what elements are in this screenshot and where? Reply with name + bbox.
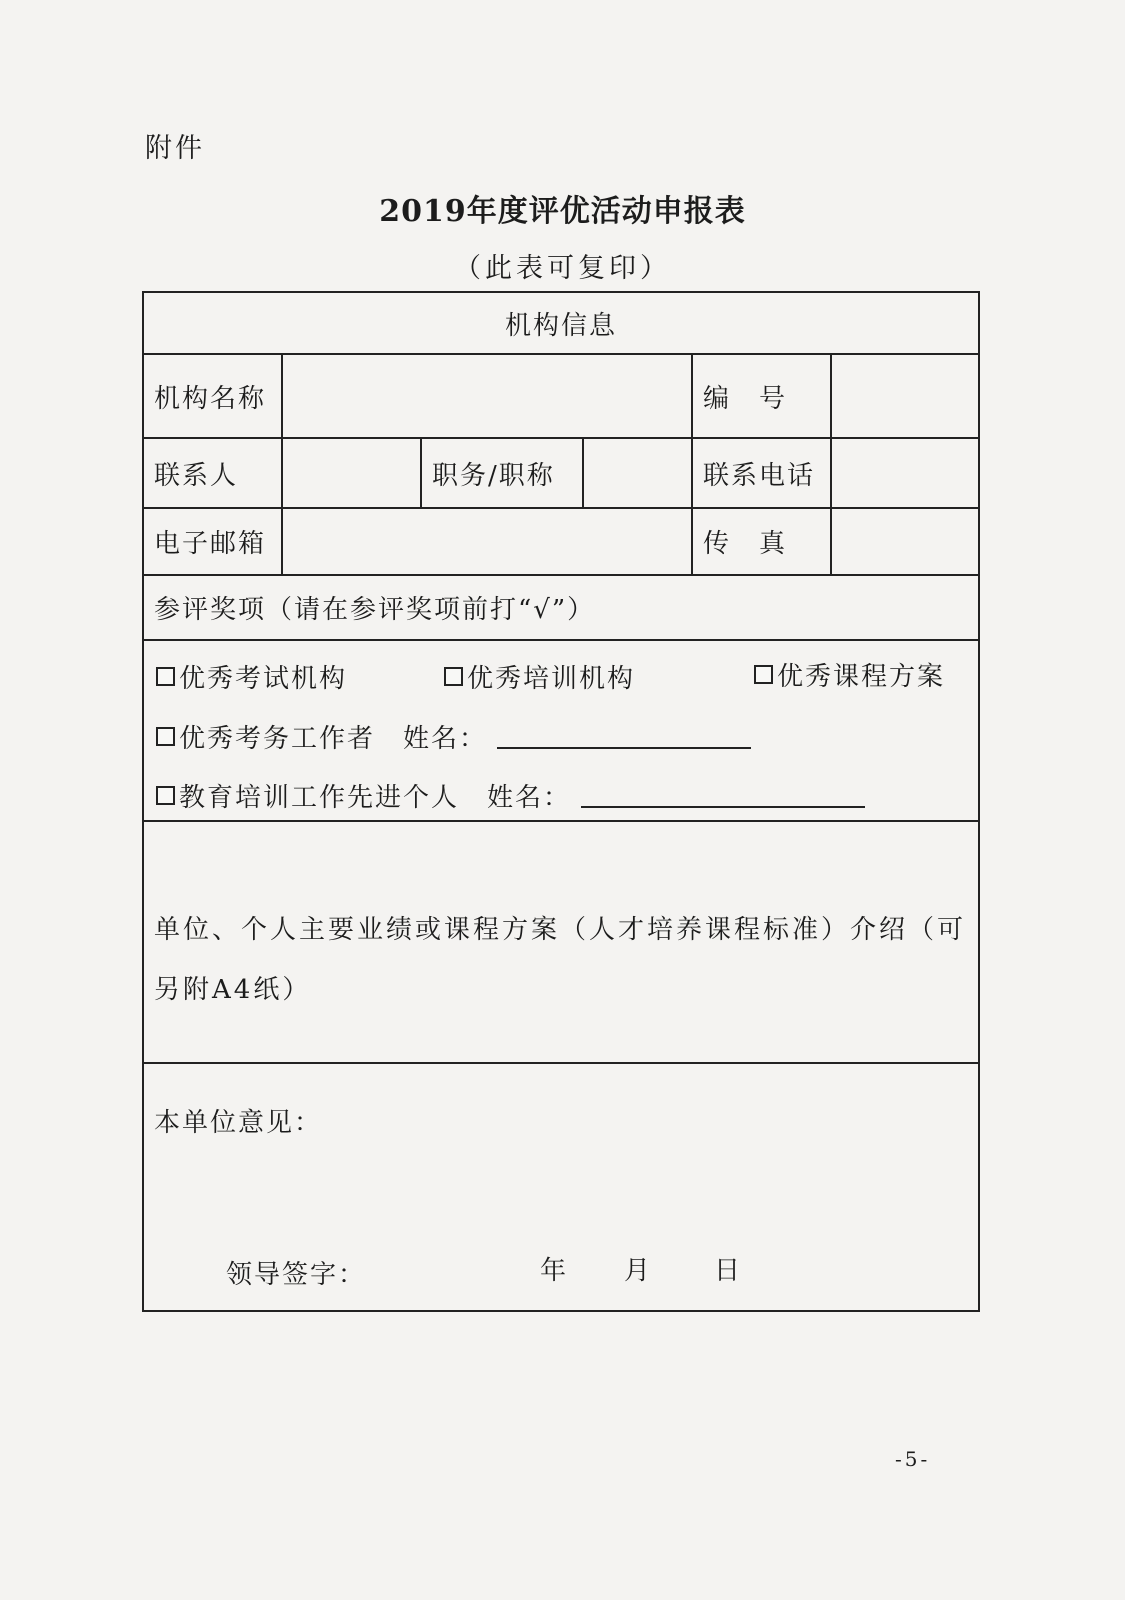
signature-label: 领导签字： — [226, 1260, 367, 1290]
awards-header-row — [144, 576, 978, 641]
exam-worker-name-label: 姓名： — [403, 724, 488, 754]
position-field[interactable] — [584, 439, 693, 507]
number-label — [693, 355, 832, 437]
award-exam-worker[interactable] — [156, 718, 751, 755]
training-org-checkbox[interactable] — [444, 667, 463, 686]
contact-row — [144, 439, 978, 509]
awards-row — [144, 641, 978, 822]
attachment-label: 附件 — [145, 133, 205, 164]
fax-label: 传 真 — [693, 509, 832, 574]
page-number: -5- — [895, 1447, 931, 1471]
position-label: 职务/职称 — [422, 439, 584, 507]
date-year-label: 年 — [540, 1256, 567, 1286]
number-label-text: 编 号 — [703, 383, 788, 414]
course-plan-label: 优秀课程方案 — [777, 662, 946, 692]
advanced-person-name-field[interactable] — [581, 784, 865, 808]
award-advanced-person[interactable] — [156, 777, 865, 814]
phone-field[interactable] — [832, 439, 978, 507]
org-info-header-row — [144, 293, 978, 355]
org-name-field[interactable] — [283, 355, 693, 437]
org-info-header: 机构信息 — [504, 310, 617, 341]
date-month-label: 月 — [624, 1256, 651, 1286]
course-plan-checkbox[interactable] — [754, 665, 773, 684]
email-label: 电子邮箱 — [144, 509, 283, 574]
contact-label: 联系人 — [144, 439, 283, 507]
advanced-person-name-label: 姓名： — [487, 783, 572, 813]
award-training-org[interactable] — [444, 658, 635, 695]
intro-row[interactable] — [144, 822, 978, 1064]
number-field[interactable] — [832, 355, 978, 437]
email-field[interactable] — [283, 509, 693, 574]
awards-header: 参评奖项（请在参评奖项前打“√”） — [154, 595, 596, 625]
advanced-person-checkbox[interactable] — [156, 786, 175, 805]
intro-text: 单位、个人主要业绩或课程方案（人才培养课程标准）介绍（可另附A4纸） — [154, 915, 967, 1005]
training-org-label: 优秀培训机构 — [467, 664, 636, 694]
org-name-row — [144, 355, 978, 439]
date-day-label: 日 — [714, 1256, 741, 1286]
advanced-person-label: 教育培训工作先进个人 — [179, 783, 460, 813]
form-title: 2019年度评优活动申报表 — [379, 194, 746, 229]
award-exam-org[interactable] — [156, 658, 347, 695]
exam-worker-checkbox[interactable] — [156, 727, 175, 746]
exam-worker-name-field[interactable] — [497, 725, 751, 749]
award-course-plan[interactable] — [754, 656, 945, 693]
exam-org-checkbox[interactable] — [156, 667, 175, 686]
opinion-label: 本单位意见： — [154, 1108, 323, 1138]
exam-worker-label: 优秀考务工作者 — [179, 724, 376, 754]
opinion-row[interactable] — [144, 1064, 978, 1310]
form-subtitle: （此表可复印） — [454, 253, 671, 284]
exam-org-label: 优秀考试机构 — [179, 664, 348, 694]
contact-field[interactable] — [283, 439, 422, 507]
email-row — [144, 509, 978, 576]
application-form-table — [142, 291, 980, 1312]
phone-label: 联系电话 — [693, 439, 832, 507]
fax-field[interactable] — [832, 509, 978, 574]
org-name-label: 机构名称 — [144, 355, 283, 437]
